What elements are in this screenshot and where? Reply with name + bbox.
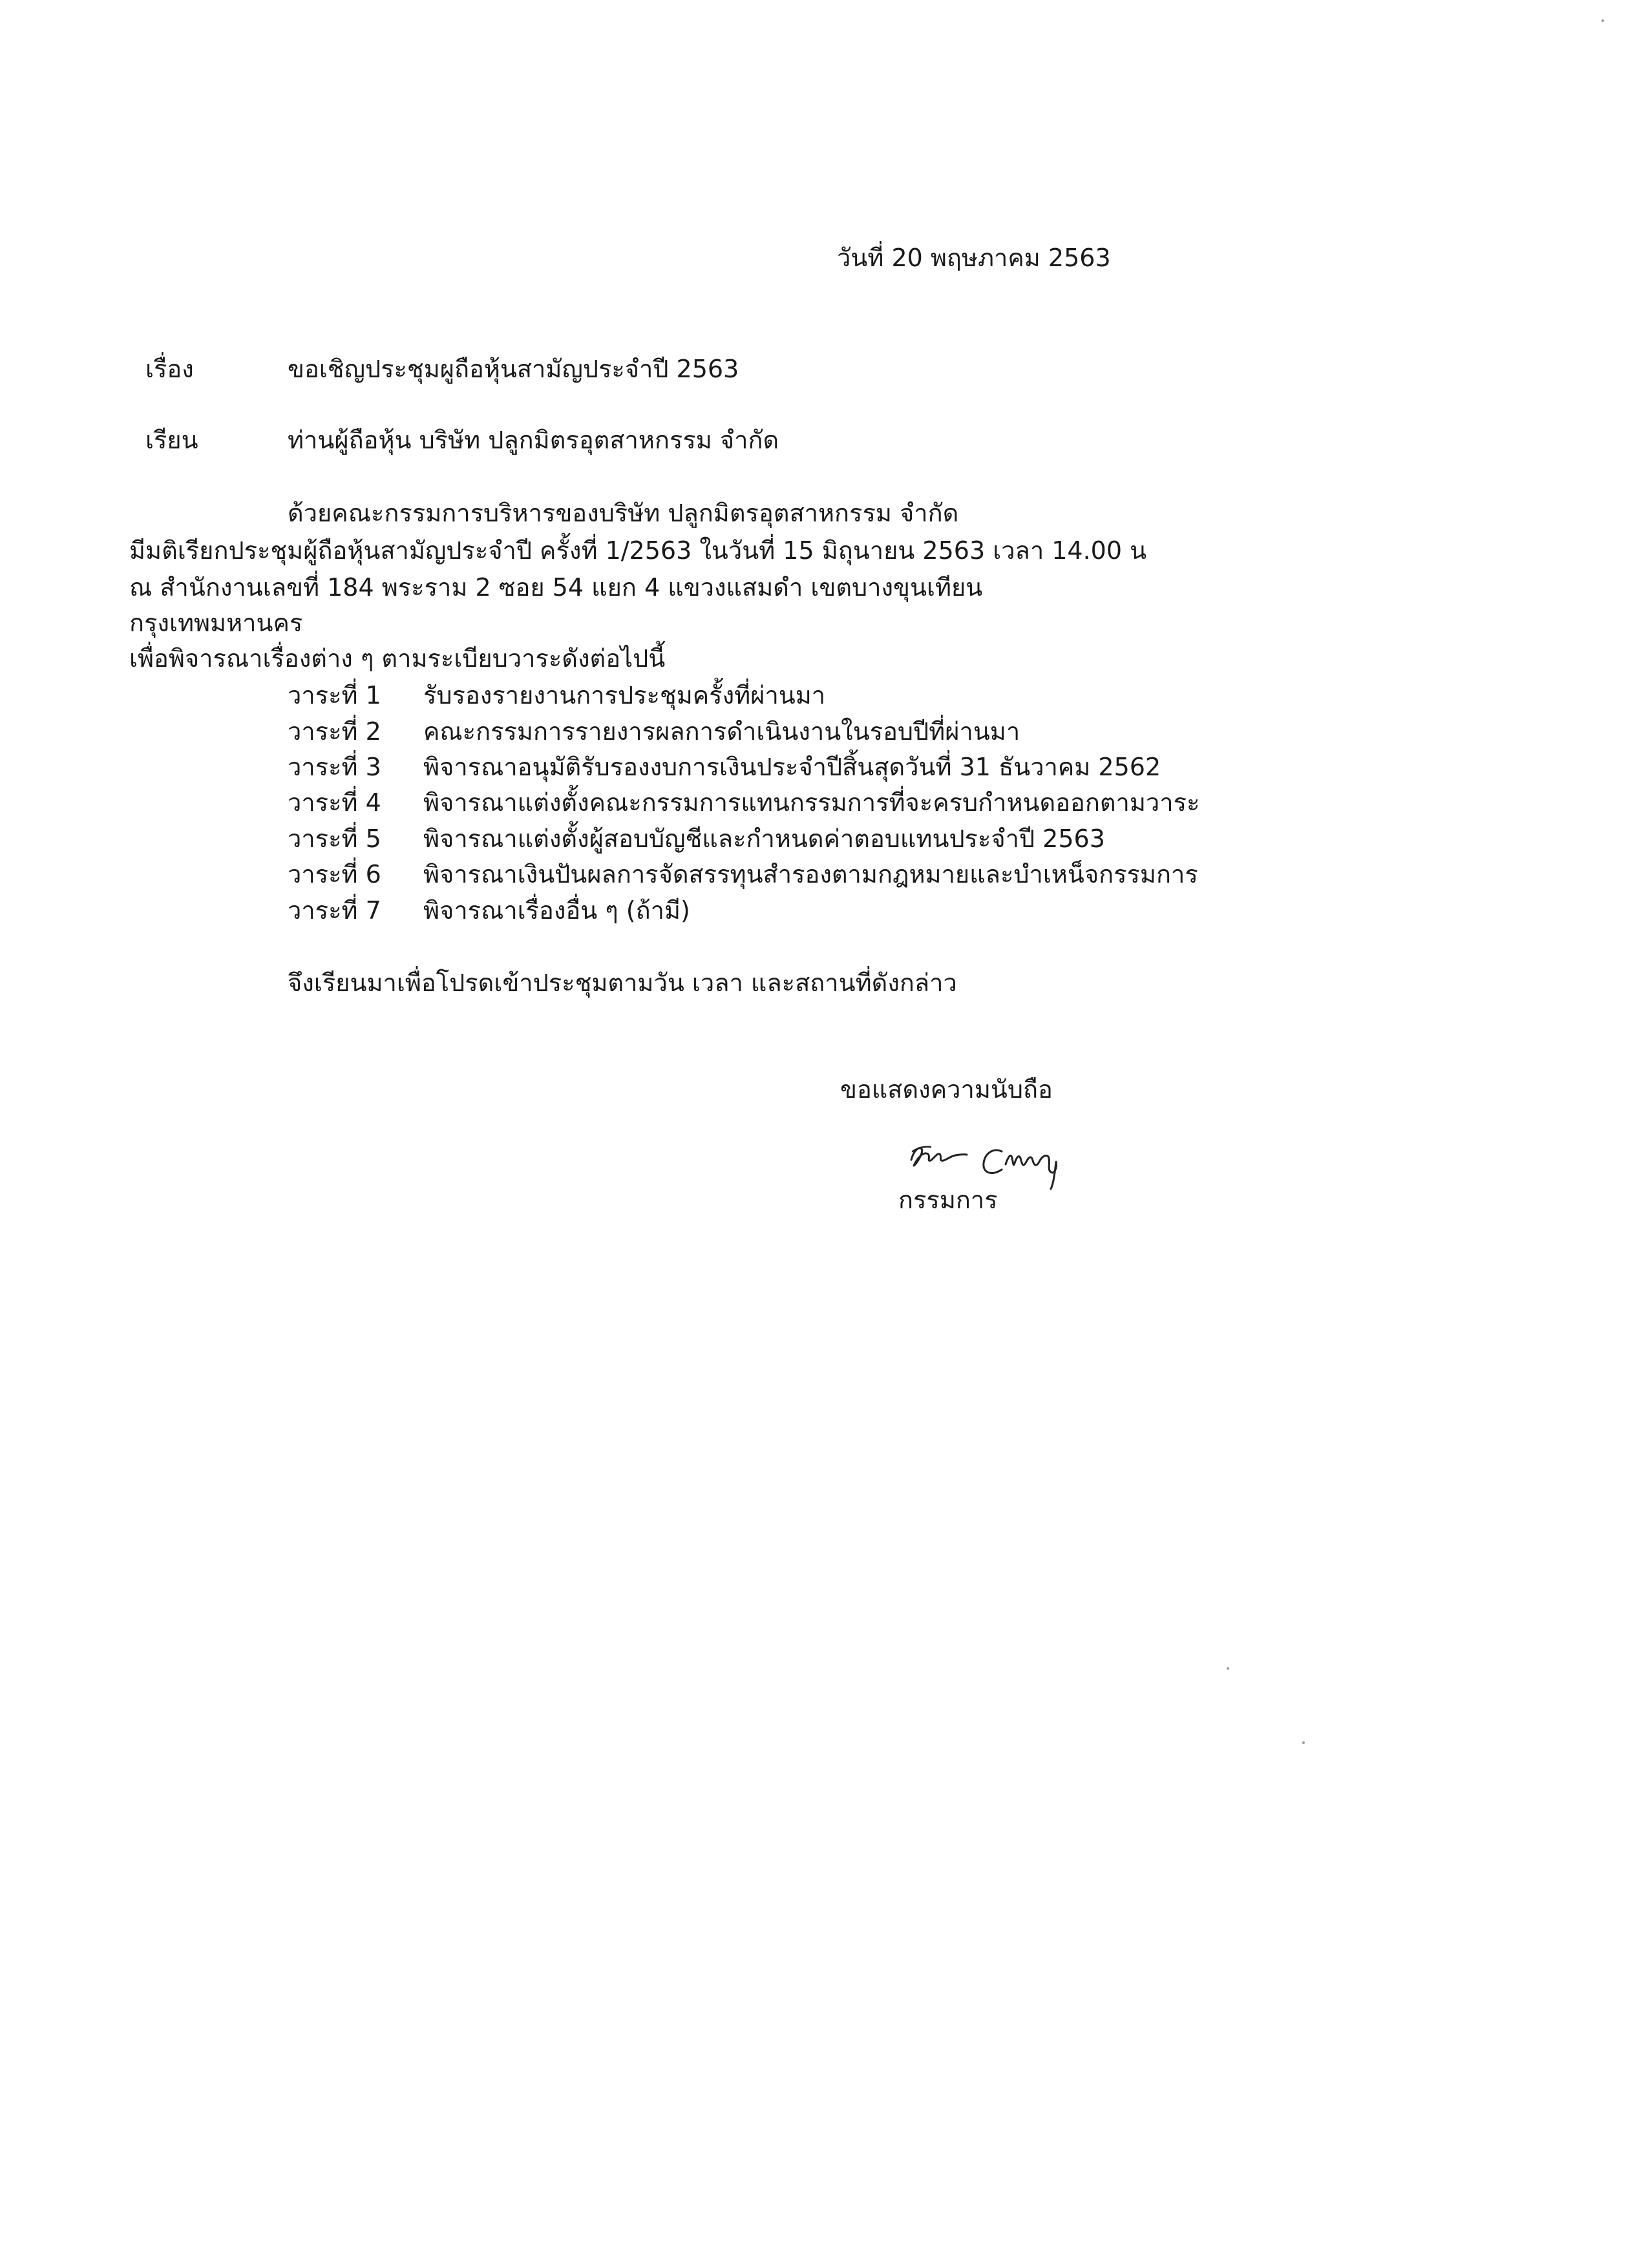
closing-text: จึงเรียนมาเพื่อโปรดเข้าประชุมตามวัน เวลา และสถานที่ดังกล่าว: [288, 969, 957, 997]
signer-title: กรรมการ: [898, 1186, 998, 1214]
body-line-3: ณ สำนักงานเลขที่ 184 พระราม 2 ซอย 54 แยก 4 แขวงแสมดำ เขตบางขุนเทียน: [129, 573, 983, 602]
agenda-text: พิจารณาแต่งตั้งคณะกรรมการแทนกรรมการที่จะครบกำหนดออกตามวาระ: [423, 788, 1200, 817]
subject-text: ขอเชิญประชุมผูถือหุ้นสามัญประจำปี 2563: [288, 355, 739, 383]
agenda-text: พิจารณาแต่งตั้งผู้สอบบัญชีและกำหนดค่าตอบแทนประจำปี 2563: [423, 824, 1105, 853]
body-line-4: กรุงเทพมหานคร: [129, 609, 303, 637]
agenda-label: วาระที่ 1: [288, 681, 381, 709]
agenda-label: วาระที่ 7: [288, 896, 381, 925]
agenda-label: วาระที่ 6: [288, 860, 381, 888]
body-line-2: มีมติเรียกประชุมผู้ถือหุ้นสามัญประจำปี ครั้งที่ 1/2563 ในวันที่ 15 มิถุนายน 2563 เวลา 14.00 น: [129, 536, 1147, 565]
letter-date: วันที่ 20 พฤษภาคม 2563: [837, 244, 1111, 272]
body-line-5: เพื่อพิจารณาเรื่องต่าง ๆ ตามระเบียบวาระดังต่อไปนี้: [129, 644, 666, 673]
agenda-label: วาระที่ 3: [288, 753, 381, 781]
agenda-label: วาระที่ 2: [288, 717, 381, 746]
body-line-1: ด้วยคณะกรรมการบริหารของบริษัท ปลูกมิตรอุตสาหกรรม จำกัด: [288, 499, 959, 527]
agenda-label: วาระที่ 4: [288, 788, 381, 817]
recipient-label: เรียน: [145, 426, 198, 454]
scan-speck: [1601, 19, 1604, 22]
signature: [905, 1124, 1099, 1195]
subject-label: เรื่อง: [145, 355, 194, 383]
agenda-text: พิจารณาอนุมัติรับรองงบการเงินประจำปีสิ้นสุดวันที่ 31 ธันวาคม 2562: [423, 753, 1161, 781]
agenda-text: รับรองรายงานการประชุมครั้งที่ผ่านมา: [423, 681, 826, 709]
agenda-text: คณะกรรมการรายงารผลการดำเนินงานในรอบปีที่ผ่านมา: [423, 717, 1020, 746]
agenda-label: วาระที่ 5: [288, 824, 381, 853]
regards-text: ขอแสดงความนับถือ: [840, 1075, 1053, 1104]
agenda-text: พิจารณาเรื่องอื่น ๆ (ถ้ามี): [423, 896, 690, 925]
scan-speck: [1302, 1741, 1305, 1744]
agenda-text: พิจารณาเงินปันผลการจัดสรรทุนสำรองตามกฎหมายและบำเหน็จกรรมการ: [423, 860, 1198, 888]
scan-speck: [1227, 1667, 1229, 1670]
recipient-text: ท่านผู้ถือหุ้น บริษัท ปลูกมิตรอุตสาหกรรม จำกัด: [288, 426, 779, 454]
